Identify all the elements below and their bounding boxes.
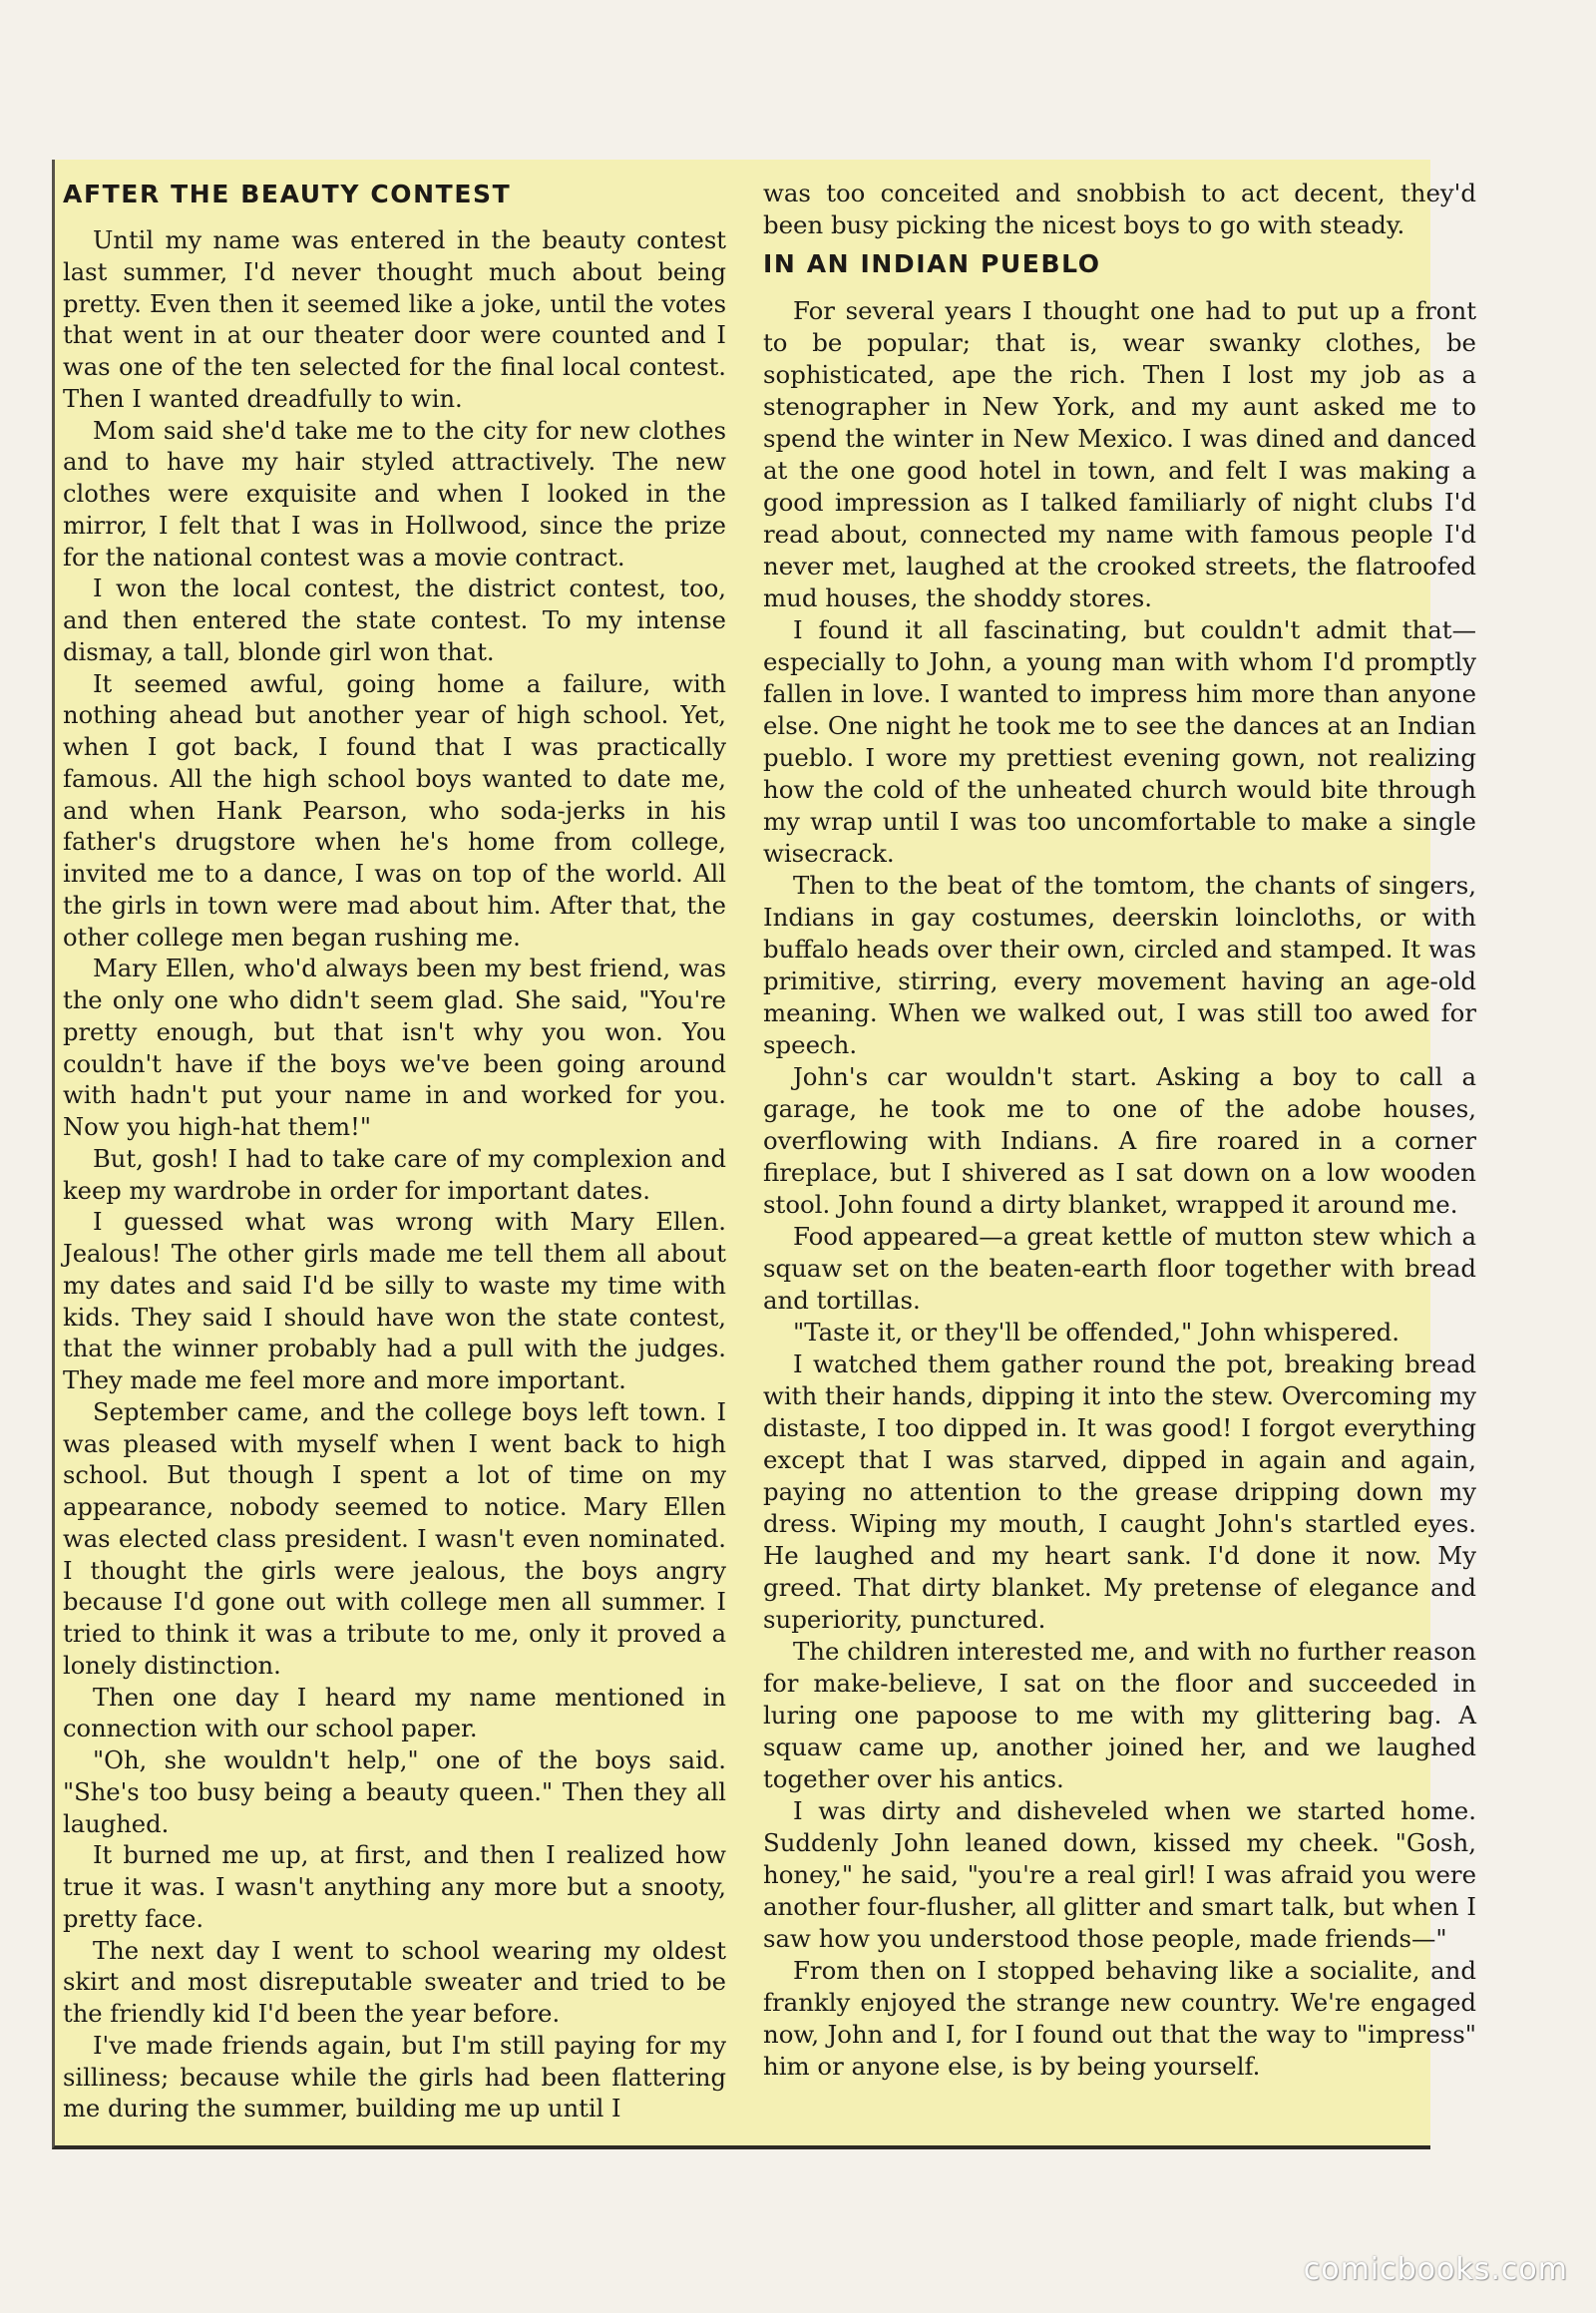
paragraph: I found it all fascinating, but couldn't admit that—especially to John, a young man with whom I'd promptly fallen in love. I wanted to impress him more than anyone else. One night he took me to see the dances at an Indian pueblo. I wore my prettiest evening gown, not realizing how the cold of the unheated church would bite through my wrap until I was too uncomfortable to make a single wisecrack. bbox=[763, 615, 1476, 868]
paragraph: It seemed awful, going home a failure, with nothing ahead but another year of high school. Yet, when I got back, I found that I was practically famous. All the high school boys wanted to date me, and when Hank Pearson, who soda-jerks in his father's drugstore when he's home from college, invited me to a dance, I was on top of the world. All the girls in town were mad about him. After that, the other college men began rushing me. bbox=[63, 669, 726, 952]
paragraph: I guessed what was wrong with Mary Ellen. Jealous! The other girls made me tell them all about my dates and said I'd be silly to waste my time with kids. They said I should have won the state contest, that the winner probably had a pull with the judges. They made me feel more and more important. bbox=[63, 1208, 726, 1394]
continued-paragraph: was too conceited and snobbish to act decent, they'd been busy picking the nicest boys to go with steady. bbox=[763, 179, 1476, 239]
paragraph: It burned me up, at first, and then I realized how true it was. I wasn't anything any more but a snooty, pretty face. bbox=[63, 1841, 726, 1933]
paragraph: The children interested me, and with no further reason for make-believe, I sat on the floor and succeeded in luring one papoose to me with my glittering bag. A squaw came up, another joined her, and we laughed together over his antics. bbox=[763, 1637, 1476, 1793]
paragraph: "Taste it, or they'll be offended," John whispered. bbox=[793, 1318, 1400, 1347]
paragraph: The next day I went to school wearing my oldest skirt and most disreputable sweater and tried to be the friendly kid I'd been the year before. bbox=[63, 1936, 726, 2028]
paragraph: I won the local contest, the district contest, too, and then entered the state contest. To my intense dismay, a tall, blonde girl won that. bbox=[63, 575, 726, 666]
paragraph: Food appeared—a great kettle of mutton stew which a squaw set on the beaten-earth floor together with bread and tortillas. bbox=[763, 1222, 1476, 1315]
paragraph: John's car wouldn't start. Asking a boy to call a garage, he took me to one of the adobe houses, overflowing with Indians. A fire roared in a corner fireplace, but I shivered as I sat down on a low wooden stool. John found a dirty blanket, wrapped it around me. bbox=[763, 1062, 1476, 1219]
paragraph: I watched them gather round the pot, breaking bread with their hands, dipping it into the stew. Overcoming my distaste, I too dipped in. It was good! I forgot everything except that I was starved, dipped in again and again, paying no attention to the grease dripping down my dress. Wiping my mouth, I caught John's startled eyes. He laughed and my heart sank. I'd done it now. My greed. That dirty blanket. My pretense of elegance and superiority, punctured. bbox=[763, 1349, 1476, 1634]
text-panel bbox=[52, 160, 1476, 2149]
right-column bbox=[763, 178, 1476, 2125]
paragraph: But, gosh! I had to take care of my complexion and keep my wardrobe in order for important dates. bbox=[63, 1144, 726, 1205]
paragraph: For several years I thought one had to put up a front to be popular; that is, wear swanky clothes, be sophisticated, ape the rich. Then I lost my job as a stenographer in New York, and my aunt asked me to spend the winter in New Mexico. I was dined and danced at the one good hotel in town, and felt I was making a good impression as I talked familiarly of night clubs I'd read about, connected my name with famous people I'd never met, laughed at the crooked streets, the flatroofed mud houses, the shoddy stores. bbox=[763, 296, 1476, 612]
paragraph: Until my name was entered in the beauty contest last summer, I'd never thought much about being pretty. Even then it seemed like a joke, until the votes that went in at our theater door were counted and I was one of the ten selected for the final local contest. Then I wanted dreadfully to win. bbox=[63, 226, 726, 413]
watermark: comicbooks.com bbox=[1303, 2252, 1568, 2287]
paragraph: September came, and the college boys left town. I was pleased with myself when I went back to high school. But though I spent a lot of time on my appearance, nobody seemed to notice. Mary Ellen was elected class president. I wasn't even nominated. I thought the girls were jealous, the boys angry because I'd gone out with college men all summer. I tried to think it was a tribute to me, only it proved a lonely distinction. bbox=[63, 1397, 726, 1680]
paragraph: Mom said she'd take me to the city for new clothes and to have my hair styled attractively. The new clothes were exquisite and when I looked in the mirror, I felt that I was in Hollwood, since the prize for the national contest was a movie contract. bbox=[63, 416, 726, 572]
story-heading: AFTER THE BEAUTY CONTEST bbox=[63, 180, 512, 208]
story-heading: IN AN INDIAN PUEBLO bbox=[763, 249, 1101, 278]
paragraph: "Oh, she wouldn't help," one of the boys said. "She's too busy being a beauty queen." Then they all laughed. bbox=[63, 1746, 726, 1838]
paragraph: Mary Ellen, who'd always been my best friend, was the only one who didn't seem glad. She said, "You're pretty enough, but that isn't why you won. You couldn't have if the boys we've been going around with hadn't put your name in and worked for you. Now you high-hat them!" bbox=[63, 955, 726, 1141]
paragraph: Then to the beat of the tomtom, the chants of singers, Indians in gay costumes, deerskin loincloths, or with buffalo heads over their own, circled and stamped. It was primitive, stirring, every movement having an age-old meaning. When we walked out, I was still too awed for speech. bbox=[763, 871, 1476, 1059]
paragraph: From then on I stopped behaving like a socialite, and frankly enjoyed the strange new country. We're engaged now, John and I, for I found out that the way to "impress" him or anyone else, is by being yourself. bbox=[763, 1956, 1476, 2081]
paragraph: Then one day I heard my name mentioned in connection with our school paper. bbox=[63, 1683, 726, 1743]
left-column bbox=[63, 178, 726, 2125]
paragraph: I was dirty and disheveled when we started home. Suddenly John leaned down, kissed my cheek. "Gosh, honey," he said, "you're a real girl! I was afraid you were another four-flusher, all glitter and smart talk, but when I saw how you understood those people, made friends—" bbox=[763, 1796, 1476, 1953]
paragraph: I've made friends again, but I'm still paying for my silliness; because while the girls had been flattering me during the summer, building me up until I bbox=[63, 2031, 726, 2123]
